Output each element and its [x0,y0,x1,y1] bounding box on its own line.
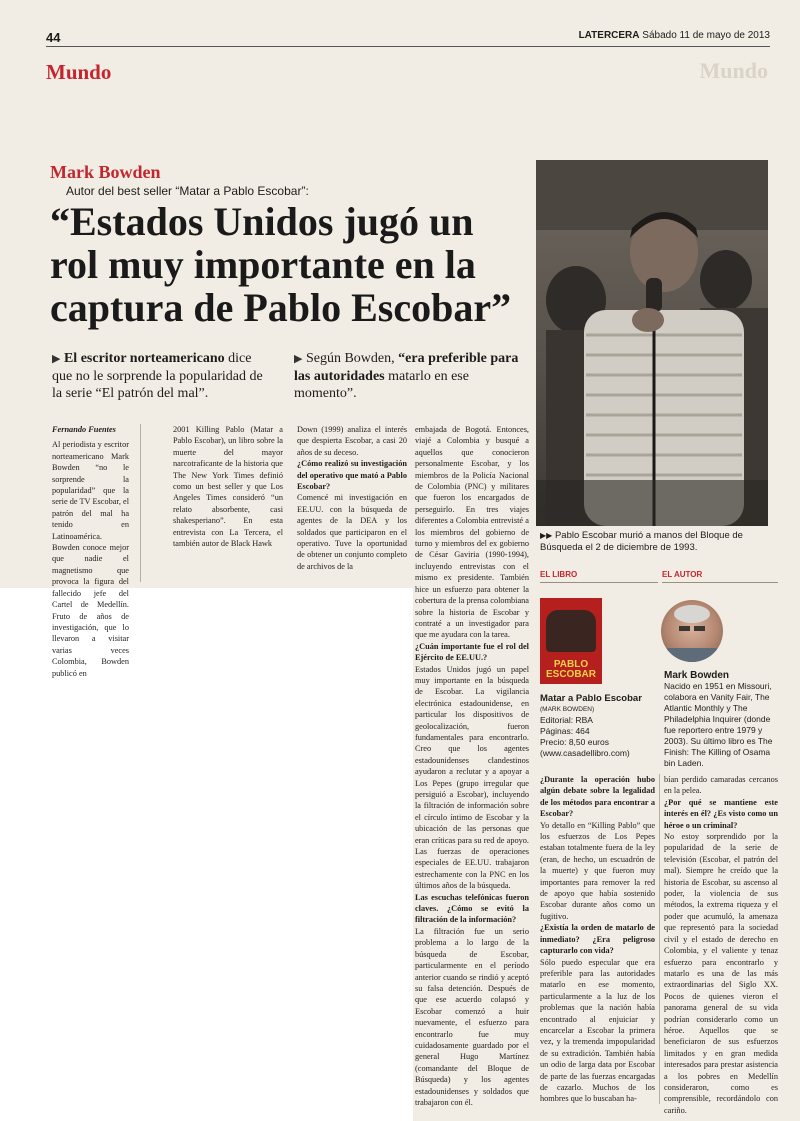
headline: “Estados Unidos jugó un rol muy importante en la captura de Pablo Escobar” [50,199,512,330]
interview-question: ¿Existía la orden de matarlo de inmediato? ¿Era peligroso capturarlo con vida? [540,923,655,956]
interview-answer: bían perdido camaradas cercanos en la pelea. [664,775,778,796]
interview-answer: La filtración fue un serio problema a lo largo de la búsqueda de Escobar, particularmente en el período anterior cuando se rindió y aceptó su falsa detención. Después de que ese acuerdo colapsó y Escobar comenzó a huir nuevamente, el esfuerzo para encontrarlo fue muy cuidadosamente guardado por el general Hugo Martínez (comandante del Bloque de Búsqueda) y los agentes estadounidenses y soldados que trabajaron con él. [415,926,529,1107]
book-box-rule [540,582,658,583]
author-name: Mark Bowden [664,670,730,681]
issue-date: Sábado 11 de mayo de 2013 [642,30,770,41]
interview-answer: Estados Unidos jugó un papel muy importante en la búsqueda de Escobar. La vigilancia electrónica estadounidense, en particular los dispositivos de geolocalización, fueron fundamentales para encontrarlo. Creo que los agentes estadounidenses clandestinos ayudaron a reclutar y a apoyar a Los Pepes (grupo irregular que persiguió a Escobar), incluyendo la filtración de información sobre el círculo íntimo de Escobar y la ubicación de las personas que eran críticas para su red de apoyo. Las fuerzas de operaciones especiales de EE.UU. trabajaron estrechamente con la PNC en los últimos años de la búsqueda. [415,664,529,891]
paper-name: LATERCERA [578,30,640,41]
interview-answer: embajada de Bogotá. Entonces, viajé a Colombia y busqué a aquellos que conocieron personalmente Escobar, y los miembros de la Policía Nacional de Colombia (PNC) y militares que fueron los encargados de perseguirlo. En tres viajes diferentes a Colombia entrevisté a los miembros del gobierno de turno y miembros del ex gobierno de César Gaviria (1990-1994), incluyendo entrevistas con el mismo ex presidente. También hice un esfuerzo para obtener la cobertura de la prensa colombiana sobre la historia de Escobar y contraté a un investigador para que me ayudara con la tarea. [415,425,529,640]
interview-question: ¿Por qué se mantiene este interés en él? ¿Es visto como un héroe o un criminal? [664,797,778,830]
book-store: (www.casadellibro.com) [540,748,630,758]
column-text: Al periodista y escritor norteamericano Mark Bowden “no le sorprende la popularidad” que la serie de TV Escobar, el patrón del mal ha tenido en Latinoamérica. Bowden conoce mejor que nadie el magnetismo que provoca la figura del fallecido jefe del Cartel de Medellín. Fruto de años de investigación, que lo llevaron a visitar varias veces Colombia, Bowden publicó en [52,440,130,678]
triangle-bullet-icon: ▶ [294,353,303,365]
article-column-6 [664,774,778,1116]
interview-answer: No estoy sorprendido por la popularidad de la serie de televisión (Escobar, el patrón del mal). Siempre he creído que la historia de Escobar, su ascenso al poder, la violencia de sus métodos, la extrema riqueza y el poder que acumuló, la amenaza que representó para la sociedad civil y el estado de derecho en Colombia, y el valiente y tenaz esfuerzo para encontrarlo y matarlo es una de las más extraordinarias del Siglo XX. Pocos de quienes vieron el panorama general de su vida podrían considerarlo como un héroe. Aquellos que se beneficiaron de sus esfuerzos limitados y en gran medida interesados para prestar asistencia a los pobres en Medellín consideraron, como es comprensible, recordándolo con cariño. [664,832,778,1115]
interviewee-name: Mark Bowden [50,162,161,182]
interview-question: ¿Cómo realizó su investigación del operativo que mató a Pablo Escobar? [297,459,407,492]
book-title: Matar a Pablo Escobar [540,693,642,704]
caption-text: Pablo Escobar murió a manos del Bloque de Búsqueda el 2 de diciembre de 1993. [540,530,743,553]
column-text: Down (1999) analiza el interés que despierta Escobar, a casi 20 años de su deceso. [297,425,407,457]
column-divider [140,424,141,582]
column-text: 2001 Killing Pablo (Matar a Pablo Escobar), un libro sobre la muerte del mayor narcotraficante de la historia que The New York Times definió como un best seller y que Los Angeles Times consideró “un relato absorbente, casi shakesperiano”. En esta entrevista con La Tercera, el también autor de Black Hawk [173,425,283,549]
triangle-bullet-icon: ▶ [52,353,61,365]
article-column-5 [540,774,655,1105]
photo-caption [540,530,772,554]
book-info [540,693,658,759]
lead-summary-1 [52,350,272,402]
author-portrait-illustration [661,600,723,662]
interview-question: ¿Cuán importante fue el rol del Ejército de EE.UU.? [415,641,529,663]
column-divider [659,774,660,1104]
book-pages: Páginas: 464 [540,726,590,736]
interview-question: ¿Durante la operación hubo algún debate sobre la legalidad de los métodos para encontrar a Escobar? [540,775,655,819]
article-column-2 [173,424,283,549]
article-column-1 [52,424,129,679]
double-triangle-icon: ▶▶ [540,531,553,540]
photo-illustration [536,160,768,526]
lead-1-text: dice que no le sorprende la popularidad de la serie “El patrón del mal”. [52,351,263,401]
author-box-rule [662,582,778,583]
author-info [664,670,778,769]
bleed-through-section-title: Mundo [699,58,768,83]
header-rule [46,46,770,47]
author-portrait [661,600,723,662]
interview-question: Las escuchas telefónicas fueron claves. ¿Cómo se evitó la filtración de la información? [415,892,529,925]
byline: Fernando Fuentes [52,425,116,434]
book-price: Precio: 8,50 euros [540,737,609,747]
lead-1-bold: El escritor norteamericano [63,351,225,366]
book-author: (MARK BOWDEN) [540,706,595,713]
book-cover-image [540,598,602,684]
interview-answer: Yo detallo en “Killing Pablo” que los esfuerzos de Los Pepes estaban totalmente fuera de la ley (eran, de hecho, un escuadrón de la muerte) y que fueron muy importantes para remover la red de apoyo que había sostenido Escobar durante años como un fugitivo. [540,820,655,921]
lead-summary-2 [294,350,526,402]
interview-answer: Sólo puedo especular que era preferible para las autoridades matarlo en ese momento, particularmente a la luz de los problemas que la nación había encontrado al enjuiciar y encarcelar a Escobar la primera vez, y la tremenda impopularidad de su extradición. También había un odio de larga data por Escobar de parte de las fuerzas encargadas de cazarlo. Muchos de los hombres que lo buscaban ha- [540,957,655,1104]
page-number: 44 [46,30,61,45]
cover-title: PABLO ESCOBAR [545,659,596,680]
author-box-label: EL AUTOR [662,570,703,579]
author-bio: Nacido en 1951 en Missouri, colabora en Vanity Fair, The Atlantic Monthly y The Philadelphia Inquirer (donde fue reportero entre 1979 y 2003). Su último libro es The Finish: The Killing of Osama bin Laden. [664,681,773,768]
book-publisher: Editorial: RBA [540,715,593,725]
lead-2-pre: Según Bowden, [305,351,399,366]
section-title: Mundo [46,60,112,84]
pablo-escobar-photo [536,160,768,526]
cover-portrait [546,610,596,652]
article-column-4 [415,424,529,1108]
lead-2-text: matarlo en ese momento”. [294,369,469,401]
masthead [579,30,770,41]
article-column-3 [297,424,407,572]
kicker: Autor del best seller “Matar a Pablo Escobar”: [66,184,309,198]
book-box-label: EL LIBRO [540,570,578,579]
lead-2-bold: “era preferible para las autoridades [294,351,519,384]
interview-answer: Comencé mi investigación en EE.UU. con la búsqueda de agentes de la DEA y los soldados que participaron en el operativo. Tuve la oportunidad de obtener un conjunto completo de archivos de la [297,493,407,571]
